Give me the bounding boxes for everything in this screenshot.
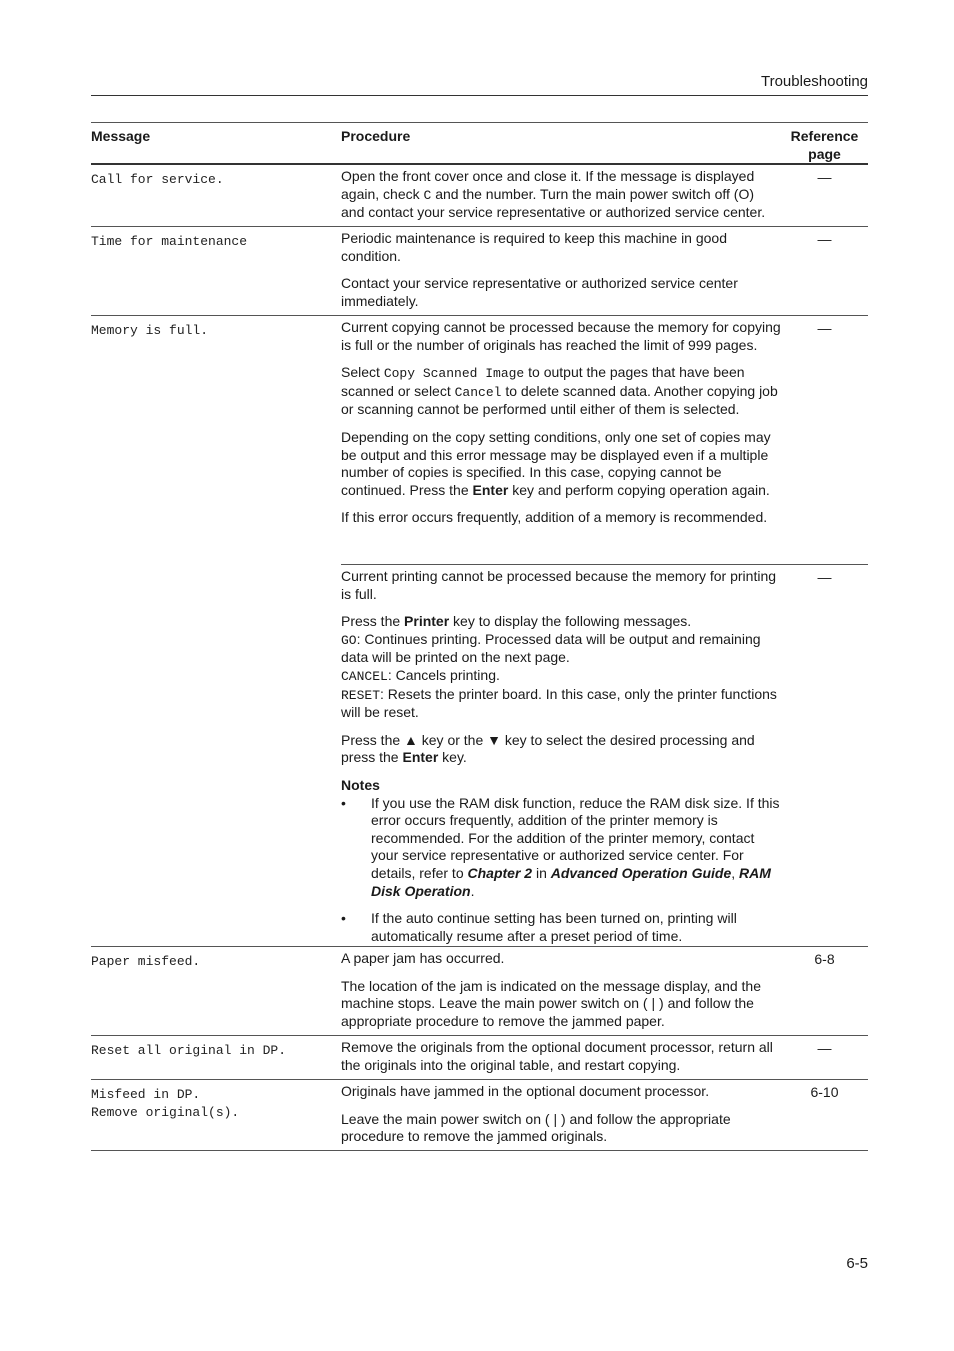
procedure-paragraph: The location of the jam is indicated on the message display, and the machine stops. Leave the main power switch on ( | ) and follow the appropriate procedure to remove the jammed paper. [341,977,761,1029]
troubleshooting-table [91,122,868,1151]
procedure-paragraph: Periodic maintenance is required to keep this machine in good condition. [341,230,728,264]
message-cell: Reset all original in DP. [91,1043,287,1058]
table-row [91,226,868,315]
reference-cell: — [817,1040,832,1056]
reference-cell: — [817,320,832,336]
col-header-procedure: Procedure [341,128,411,144]
message-cell: Call for service. [91,172,224,187]
procedure-cell [341,947,781,1035]
message-cell: Misfeed in DP. Remove original(s). [91,1087,240,1120]
reference-cell: — [817,231,832,247]
procedure-paragraph: If this error occurs frequently, addition of a memory is recommended. [341,509,768,526]
reference-cell: — [817,569,832,585]
table-row [91,564,868,946]
procedure-paragraph: Leave the main power switch on ( | ) and follow the appropriate procedure to remove the jammed originals. [341,1110,731,1145]
procedure-paragraph: Select Copy Scanned Image to output the pages that have been scanned or select Cancel to delete scanned data. Another copying job or scanning cannot be performed until either of them is selected. [341,364,778,418]
procedure-paragraph: Current printing cannot be processed because the memory for printing is full. [341,568,777,602]
notes-block [341,777,781,945]
header-rule [91,95,868,96]
procedure-cell [341,1080,781,1150]
running-header: Troubleshooting [760,73,868,90]
procedure-paragraph: Press the Printer key to display the following messages. GO: Continues printing. Processed data will be output and remaining data will be printed on the next page. CANCEL: Cancels printing. RESET: Resets the printer board. In this case, only the printer functions will be reset. [341,613,777,721]
procedure-paragraph: Depending on the copy setting conditions, only one set of copies may be output and this error message may be displayed even if a multiple number of copies is specified. In this case, copying cannot be continued. Press the Enter key and perform copying operation again. [341,428,771,498]
col-header-reference [781,123,868,163]
table-row [91,1035,868,1079]
message-cell: Memory is full. [91,323,209,338]
reference-cell: 6-8 [814,951,835,967]
message-cell: Paper misfeed. [91,954,201,969]
procedure-cell [341,165,781,226]
procedure-paragraph: Originals have jammed in the optional document processor. [341,1083,710,1099]
table-header [91,123,868,165]
reference-cell: — [817,169,832,185]
notes-title: Notes [341,776,380,793]
procedure-cell [341,1036,781,1079]
table-row [91,315,868,564]
message-cell-empty [91,564,341,946]
col-header-reference-line2: page [808,146,841,162]
table-row [91,165,868,226]
page-number: 6-5 [846,1255,868,1272]
procedure-paragraph: Current copying cannot be processed because the memory for copying is full or the number of originals has reached the limit of 999 pages. [341,319,781,353]
procedure-cell [341,565,781,946]
note-item: • If the auto continue setting has been turned on, printing will automatically resume after a preset period of time. [341,910,737,944]
procedure-paragraph: Contact your service representative or authorized service center immediately. [341,275,738,309]
procedure-paragraph: Remove the originals from the optional document processor, return all the originals into the original table, and restart copying. [341,1039,773,1073]
procedure-cell [341,316,781,564]
procedure-paragraph: A paper jam has occurred. [341,950,505,966]
procedure-cell [341,227,781,315]
col-header-reference-line1: Reference [790,128,859,144]
table-row [91,1079,868,1150]
reference-cell: 6-10 [810,1084,839,1100]
procedure-paragraph: Press the ▲ key or the ▼ key to select the desired processing and press the Enter key. [341,731,755,766]
procedure-paragraph: Open the front cover once and close it. If the message is displayed again, check C and the number. Turn the main power switch off (O) and contact your service representative or authorized service center. [341,168,766,221]
message-cell: Time for maintenance [91,234,248,249]
col-header-message: Message [91,128,151,144]
note-item: • If you use the RAM disk function, reduce the RAM disk size. If this error occurs frequently, addition of the printer memory is recommended. For the addition of the printer memory, contact your service representative or authorized service center. For details, refer to Chapter 2 in Advanced Operation Guide, RAM Disk Operation. [341,794,780,899]
table-row [91,946,868,1035]
